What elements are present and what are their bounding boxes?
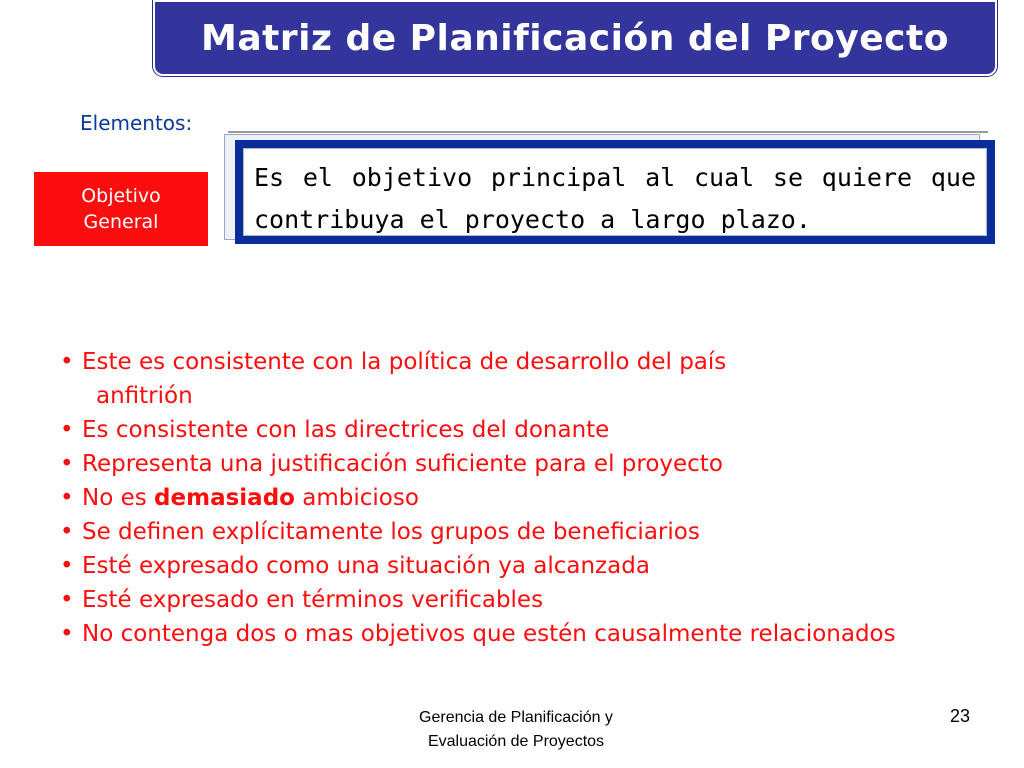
footer-caption [358,706,674,754]
bullet-icon: • [60,417,74,443]
footer-line2: Evaluación de Proyectos [427,733,605,750]
list-item-text: Esté expresado en términos verificables [82,587,544,613]
section-label: Elementos: [80,111,193,135]
list-item-text-suffix: ambicioso [294,485,419,511]
list-item [60,345,980,413]
bullet-icon: • [60,621,74,647]
list-item-text: Este es consistente con la política de desarrollo del país [82,349,727,375]
bullet-icon: • [60,349,74,375]
section-divider [228,131,988,133]
footer-line1: Gerencia de Planificación y [419,709,613,726]
list-item-continuation: anfitrión [96,383,193,409]
objective-box-line2: General [83,211,159,233]
list-item [60,515,980,549]
list-item-text: Esté expresado como una situación ya alcanzada [82,553,650,579]
list-item-emphasis: demasiado [154,485,295,511]
list-item [60,413,980,447]
bullet-icon: • [60,451,74,477]
list-item [60,549,980,583]
list-item [60,481,980,515]
list-item-text: Es consistente con las directrices del donante [82,417,610,443]
objective-box-line1: Objetivo [81,185,161,207]
objective-general-box [34,172,208,246]
list-item [60,447,980,481]
bullet-icon: • [60,519,74,545]
definition-text: Es el objetivo principal al cual se quiere que contribuya el proyecto a largo plazo. [254,163,976,234]
bullet-icon: • [60,587,74,613]
slide-title: Matriz de Planificación del Proyecto [201,17,949,59]
title-banner [153,0,997,76]
bullet-icon: • [60,553,74,579]
list-item [60,617,980,651]
list-item-text: No contenga dos o mas objetivos que estén causalmente relacionados [82,621,896,647]
list-item-text: Representa una justificación suficiente para el proyecto [82,451,723,477]
definition-box-inner [243,148,987,236]
bullet-icon: • [60,485,74,511]
list-item [60,583,980,617]
definition-box [235,140,995,244]
list-item-text: Se definen explícitamente los grupos de beneficiarios [82,519,700,545]
list-item-text-prefix: No es [82,485,155,511]
page-number: 23 [949,706,970,726]
criteria-list [60,345,980,651]
